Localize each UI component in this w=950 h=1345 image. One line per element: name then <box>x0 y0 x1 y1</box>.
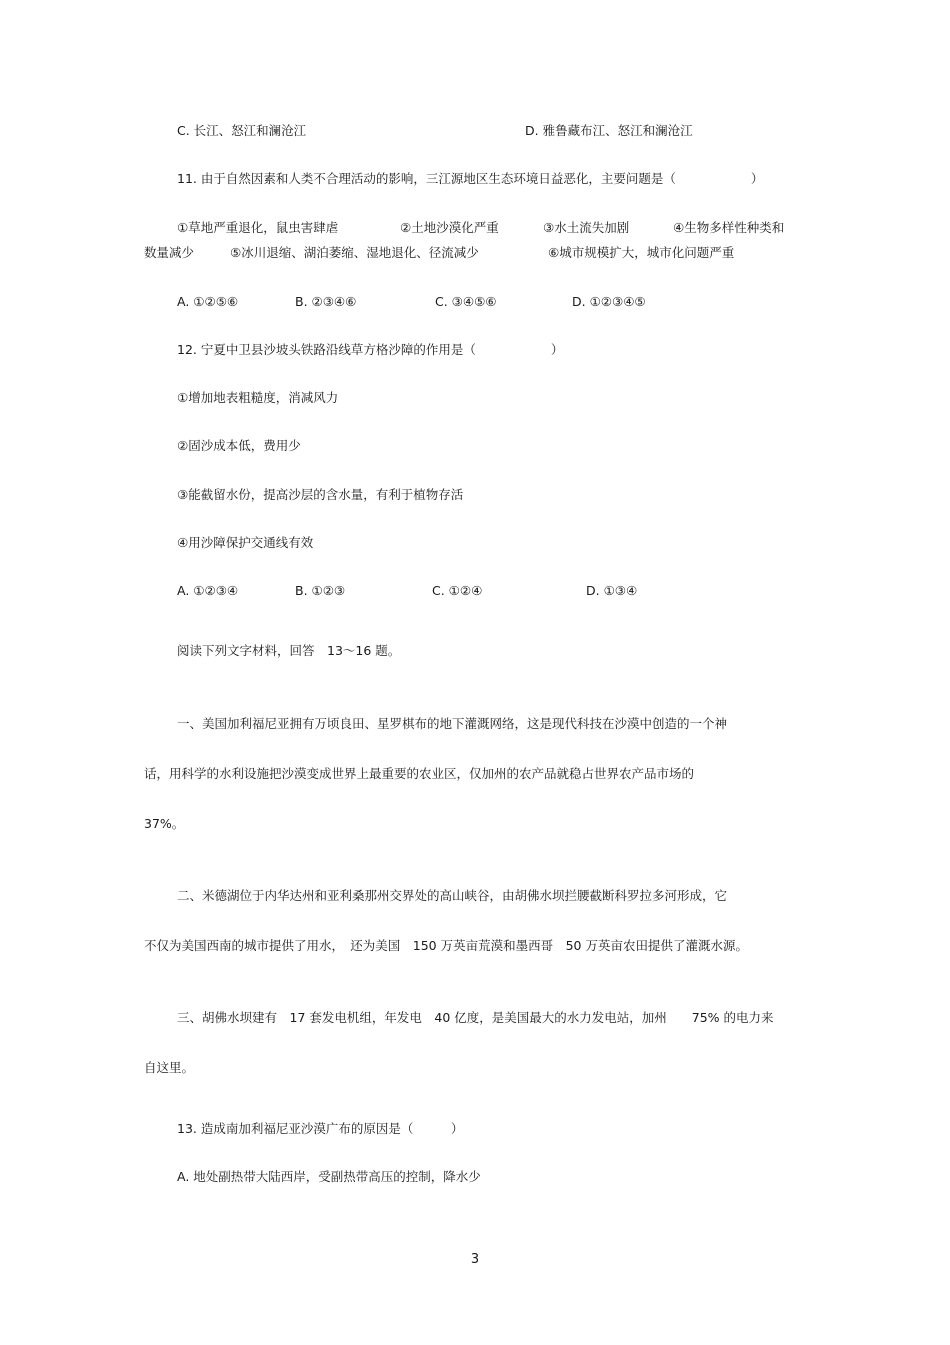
q11-option-b: B. ②③④⑥ <box>295 294 357 309</box>
q11-option-c: C. ③④⑤⑥ <box>435 294 497 309</box>
q12-option-c: C. ①②④ <box>432 583 483 598</box>
reading-p3-line2: 自这里。 <box>144 1060 195 1075</box>
q11-option-d: D. ①②③④⑤ <box>572 294 646 309</box>
reading-p1-line3: 37%。 <box>144 816 185 831</box>
q12-option-a: A. ①②③④ <box>177 583 239 598</box>
q12-item-1: ①增加地表粗糙度，消减风力 <box>177 390 339 405</box>
q11-option-a: A. ①②⑤⑥ <box>177 294 239 309</box>
reading-p1-line2: 话，用科学的水利设施把沙漠变成世界上最重要的农业区，仅加州的农产品就稳占世界农产品市场的 <box>144 766 695 781</box>
q11-item-5: ⑤冰川退缩、湖泊萎缩、湿地退化、径流减少 <box>230 245 479 260</box>
q10-option-c: C. 长江、怒江和澜沧江 <box>177 123 307 138</box>
q12-item-3: ③能截留水份，提高沙层的含水量，有利于植物存活 <box>177 487 464 502</box>
q11-item-3: ③水土流失加剧 <box>543 220 630 235</box>
q12-item-2: ②固沙成本低，费用少 <box>177 438 301 453</box>
q11-item-2: ②土地沙漠化严重 <box>400 220 499 235</box>
q12-option-d: D. ①③④ <box>586 583 638 598</box>
q12-stem: 12. 宁夏中卫县沙坡头铁路沿线草方格沙障的作用是（ ） <box>177 342 564 357</box>
reading-p2-line1: 二、米德湖位于内华达州和亚利桑那州交界处的高山峡谷，由胡佛水坝拦腰截断科罗拉多河形成，它 <box>177 888 728 903</box>
reading-p2-line2: 不仅为美国西南的城市提供了用水， 还为美国 150 万英亩荒漠和墨西哥 50 万英亩农田提供了灌溉水源。 <box>144 938 748 953</box>
q11-item-6: ⑥城市规模扩大，城市化问题严重 <box>548 245 735 260</box>
q11-item-4-cont: 数量减少 <box>144 245 195 260</box>
q12-item-4: ④用沙障保护交通线有效 <box>177 535 314 550</box>
q11-stem: 11. 由于自然因素和人类不合理活动的影响，三江源地区生态环境日益恶化，主要问题是（ ） <box>177 171 764 186</box>
q11-item-1: ①草地严重退化，鼠虫害肆虐 <box>177 220 339 235</box>
reading-p3-line1: 三、胡佛水坝建有 17 套发电机组，年发电 40 亿度，是美国最大的水力发电站，加州 75% 的电力来 <box>177 1010 774 1025</box>
q11-item-4: ④生物多样性种类和 <box>673 220 785 235</box>
q10-option-d: D. 雅鲁藏布江、怒江和澜沧江 <box>525 123 693 138</box>
reading-p1-line1: 一、美国加利福尼亚拥有万顷良田、星罗棋布的地下灌溉网络，这是现代科技在沙漠中创造的一个神 <box>177 716 728 731</box>
q13-stem: 13. 造成南加利福尼亚沙漠广布的原因是（ ） <box>177 1121 464 1136</box>
reading-intro: 阅读下列文字材料，回答 13～16 题。 <box>177 643 401 658</box>
page-number: 3 <box>470 1252 480 1267</box>
q12-option-b: B. ①②③ <box>295 583 346 598</box>
q13-option-a: A. 地处副热带大陆西岸，受副热带高压的控制，降水少 <box>177 1169 481 1184</box>
